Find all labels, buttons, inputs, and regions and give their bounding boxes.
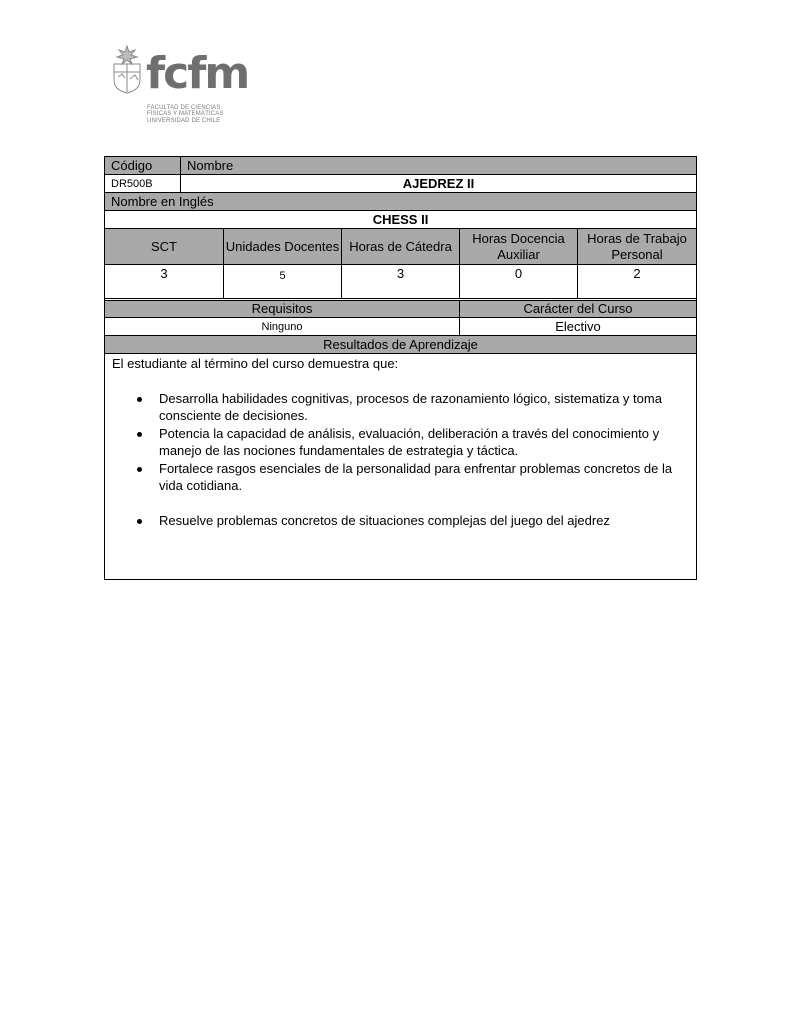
requirements-value: Ninguno: [105, 318, 460, 335]
hours-header-sct: SCT: [105, 229, 224, 264]
requirements-value-row: [105, 318, 696, 336]
course-name: AJEDREZ II: [402, 175, 475, 191]
requirements-label: Requisitos: [105, 301, 460, 317]
english-name-label: Nombre en Inglés: [111, 193, 214, 209]
hours-value-auxiliary-hours: 0: [460, 265, 578, 298]
hours-value-teaching-units: 5: [224, 265, 342, 298]
english-name-header-row: [105, 193, 696, 211]
hours-value-personal-work-hours: 2: [633, 266, 641, 281]
code-name-header-row: [105, 157, 696, 175]
code-name-value-row: [105, 175, 696, 193]
hours-header-teaching-units: Unidades Docentes: [224, 229, 342, 264]
learning-results-list: [112, 390, 688, 530]
requirements-header-row: [105, 300, 696, 318]
hours-header-lecture-hours: Horas de Cátedra: [342, 229, 460, 264]
name-label: Nombre: [187, 157, 234, 173]
list-item: Fortalece rasgos esenciales de la personalidad para enfrentar problemas concretos de la vida cotidiana.: [112, 460, 688, 495]
fcfm-logo: [110, 44, 249, 126]
hours-value-row: [105, 265, 696, 299]
learning-results-intro: El estudiante al término del curso demuestra que:: [112, 356, 399, 371]
english-name: CHESS II: [372, 211, 429, 227]
learning-results-heading: Resultados de Aprendizaje: [323, 336, 478, 352]
course-code: DR500B: [105, 175, 181, 192]
list-item: Potencia la capacidad de análisis, evaluación, deliberación a través del conocimiento y manejo de las nociones fundamentales de estrategia y táctica.: [112, 425, 688, 460]
fcfm-wordmark: fcfm: [146, 48, 249, 99]
hours-header-row: [105, 229, 696, 265]
learning-results-body: [105, 354, 696, 579]
hours-value-lecture-hours: 3: [342, 265, 460, 298]
learning-results-header-row: [105, 336, 696, 354]
hours-value-sct: 3: [105, 265, 224, 298]
course-sheet: [104, 156, 697, 580]
university-seal-icon: [110, 44, 144, 94]
course-character-label: Carácter del Curso: [523, 301, 633, 316]
course-character-value: Electivo: [555, 318, 601, 334]
faculty-name: FACULTAD DE CIENCIAS FÍSICAS Y MATEMÁTICAS UNIVERSIDAD DE CHILE: [147, 105, 224, 124]
list-item: Resuelve problemas concretos de situaciones complejas del juego del ajedrez: [112, 512, 688, 530]
code-label: Código: [105, 157, 181, 174]
hours-header-personal-work-hours: Horas de Trabajo Personal: [587, 230, 687, 262]
list-item: Desarrolla habilidades cognitivas, procesos de razonamiento lógico, sistematiza y toma consciente de decisiones.: [112, 390, 688, 425]
english-name-value-row: [105, 211, 696, 229]
hours-header-auxiliary-hours: Horas Docencia Auxiliar: [460, 229, 578, 264]
